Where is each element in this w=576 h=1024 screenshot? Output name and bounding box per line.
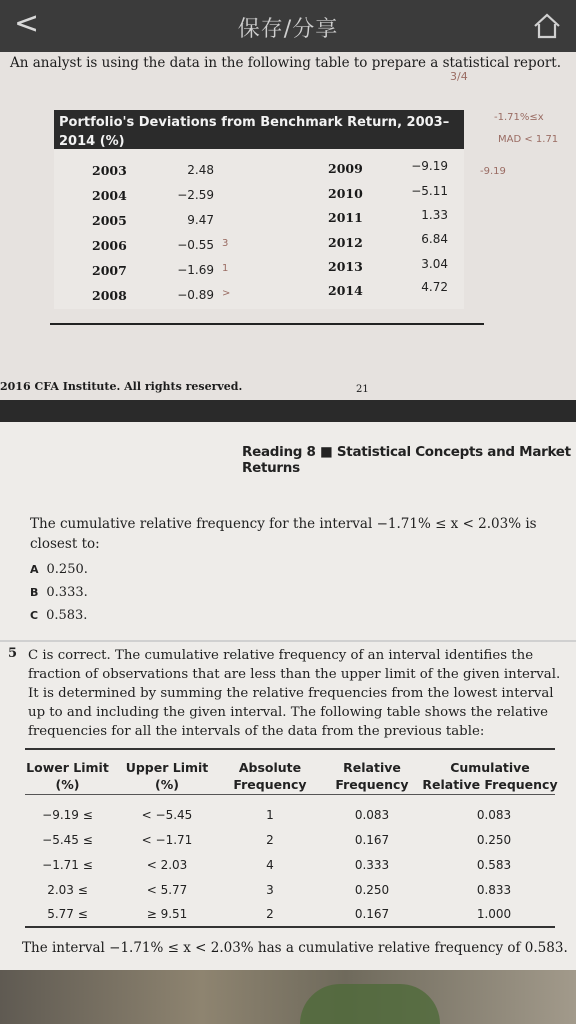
page-gap: [0, 400, 576, 422]
table-cell: 5.77 ≤: [47, 907, 88, 921]
table-cell: < −1.71: [141, 833, 193, 847]
running-head: Reading 8 ■ Statistical Concepts and Market Returns: [242, 444, 571, 476]
table-cell: −9.19 ≤: [42, 808, 93, 822]
answer-number: 5: [8, 646, 18, 661]
table-cell: 0.167: [354, 833, 390, 847]
photo-page-upper: [0, 52, 576, 400]
handwritten-note: 3: [222, 238, 229, 249]
year-cell: 2014: [328, 283, 363, 298]
year-cell: 2008: [92, 288, 127, 303]
back-button[interactable]: <: [14, 6, 40, 41]
table-cell: 1.000: [476, 907, 512, 921]
handwritten-note: -1.71%≤x: [494, 112, 544, 123]
table-cell: 2: [266, 833, 274, 847]
table-cell: 1: [266, 808, 274, 822]
handwritten-note: MAD < 1.71: [498, 134, 559, 145]
home-icon[interactable]: [532, 12, 562, 40]
table-cell: 2.03 ≤: [47, 883, 88, 897]
table-cell: 0.583: [476, 858, 512, 872]
value-cell: 6.84: [421, 232, 448, 246]
top-bar: [0, 0, 576, 52]
choice-text: 0.250.: [46, 562, 88, 577]
table-cell: 3: [266, 883, 274, 897]
choice-text: 0.583.: [46, 608, 88, 623]
choice-letter: B: [30, 586, 39, 599]
column-header: Relative Frequency: [335, 760, 409, 792]
table-cell: 0.250: [354, 883, 390, 897]
value-cell: 9.47: [187, 213, 214, 227]
background-photo-strip: [0, 970, 576, 1024]
question-text: The cumulative relative frequency for the interval −1.71% ≤ x < 2.03% is closest to:: [30, 516, 537, 552]
table-cell: < 5.77: [146, 883, 188, 897]
photo-page-lower: [0, 422, 576, 970]
value-cell: 2.48: [187, 163, 214, 177]
year-cell: 2007: [92, 263, 127, 278]
year-cell: 2003: [92, 163, 127, 178]
table-top-rule: [25, 748, 555, 750]
table-cell: 4: [266, 858, 274, 872]
year-cell: 2013: [328, 259, 363, 274]
table-cell: 0.250: [476, 833, 512, 847]
table-cell: −1.71 ≤: [42, 858, 93, 872]
year-cell: 2006: [92, 238, 127, 253]
value-cell: 1.33: [421, 208, 448, 222]
year-cell: 2005: [92, 213, 127, 228]
choice-c: [30, 608, 87, 623]
value-cell: −0.55: [177, 238, 214, 252]
table-title: Portfolio's Deviations from Benchmark Return, 2003–2014 (%): [59, 115, 450, 149]
value-cell: 4.72: [421, 280, 448, 294]
value-cell: −9.19: [411, 159, 448, 173]
choice-a: [30, 562, 88, 577]
intro-text: An analyst is using the data in the following table to prepare a statistical report.: [10, 55, 561, 71]
choice-letter: A: [30, 563, 39, 576]
closing-text: The interval −1.71% ≤ x < 2.03% has a cumulative relative frequency of 0.583.: [22, 940, 568, 956]
year-cell: 2011: [328, 210, 363, 225]
page-number: 21: [356, 384, 369, 395]
table-rule: [50, 323, 484, 325]
table-cell: 0.083: [476, 808, 512, 822]
table-bottom-rule: [25, 926, 555, 928]
choice-text: 0.333.: [46, 585, 88, 600]
section-divider: [0, 640, 576, 642]
year-cell: 2010: [328, 186, 363, 201]
column-header: Upper Limit (%): [125, 760, 209, 792]
table-cell: ≥ 9.51: [146, 907, 188, 921]
choice-b: [30, 585, 88, 600]
year-cell: 2009: [328, 161, 363, 176]
column-header: Lower Limit (%): [26, 760, 109, 792]
column-header: Cumulative Relative Frequency: [422, 760, 558, 792]
table-cell: 0.333: [354, 858, 390, 872]
table-cell: 0.083: [354, 808, 390, 822]
table-header-rule: [25, 794, 555, 795]
deviations-table: [54, 149, 464, 309]
page-title: 保存/分享: [237, 17, 339, 42]
value-cell: −5.11: [411, 184, 448, 198]
copyright-text: 2016 CFA Institute. All rights reserved.: [0, 380, 243, 393]
table-cell: −5.45 ≤: [42, 833, 93, 847]
table-cell: < 2.03: [146, 858, 188, 872]
table-cell: 0.167: [354, 907, 390, 921]
handwritten-note: >: [222, 288, 231, 299]
table-cell: 0.833: [476, 883, 512, 897]
value-cell: 3.04: [421, 257, 448, 271]
table-cell: < −5.45: [141, 808, 193, 822]
year-cell: 2012: [328, 235, 363, 250]
answer-text: C is correct. The cumulative relative frequency of an interval identifies the fraction of observations that are less than the upper limit of the given interval. It is determined by summing the relative frequencies from the lowest interval up to and including the given interval. The following table shows the relative frequencies for all the intervals of the data from the previous table:: [28, 648, 561, 739]
handwritten-note: 1: [222, 263, 229, 274]
handwritten-note: 3/4: [450, 70, 468, 83]
table-cell: 2: [266, 907, 274, 921]
value-cell: −0.89: [177, 288, 214, 302]
value-cell: −1.69: [177, 263, 214, 277]
handwritten-note: -9.19: [480, 166, 506, 177]
value-cell: −2.59: [177, 188, 214, 202]
year-cell: 2004: [92, 188, 127, 203]
foliage-shape: [300, 984, 440, 1024]
choice-letter: C: [30, 609, 39, 622]
column-header: Absolute Frequency: [233, 760, 307, 792]
